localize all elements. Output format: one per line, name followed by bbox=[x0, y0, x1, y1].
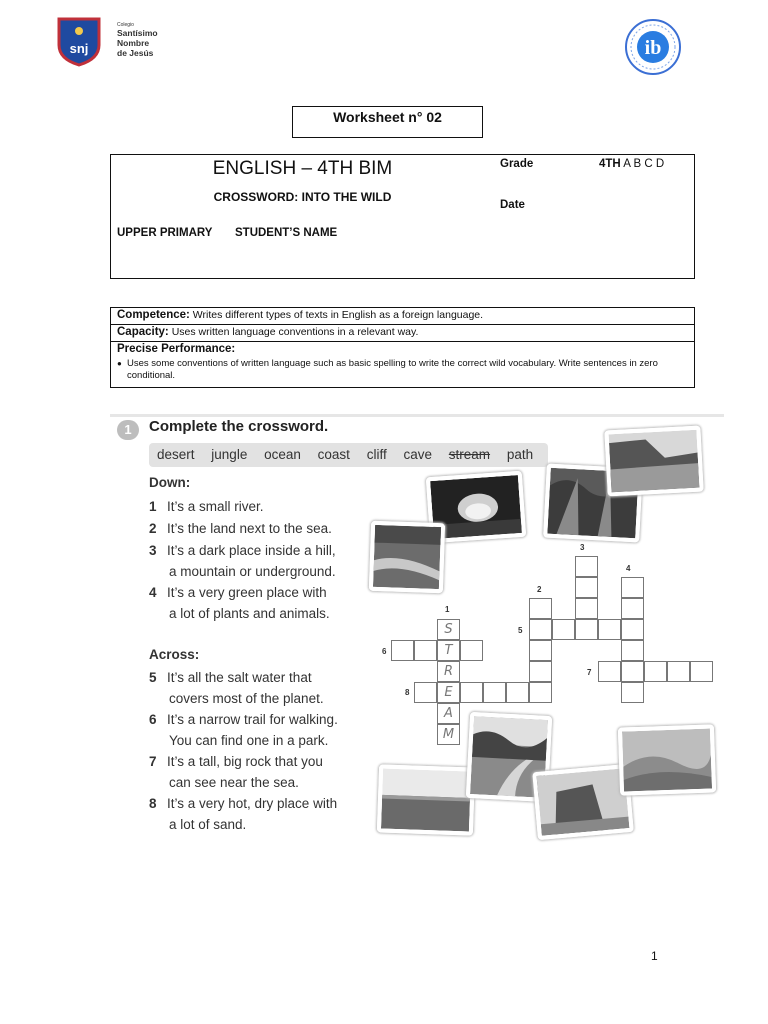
stream-photo bbox=[369, 521, 445, 594]
grade-level: 4TH bbox=[599, 158, 621, 170]
crossword-number: 8 bbox=[405, 688, 410, 697]
school-logo bbox=[55, 15, 103, 67]
word-item: path bbox=[506, 447, 534, 462]
grade-label: Grade bbox=[500, 158, 534, 170]
crossword-cell[interactable] bbox=[621, 619, 644, 640]
word-item: cave bbox=[403, 447, 433, 462]
crossword-cell[interactable] bbox=[529, 619, 552, 640]
crossword-cell-filled[interactable]: R bbox=[437, 661, 460, 682]
competence-row: Competence: Writes different types of texts in English as a foreign language. bbox=[111, 308, 694, 325]
info-table bbox=[110, 154, 695, 279]
crossword-cell[interactable] bbox=[690, 661, 713, 682]
school-name: Colegio Santísimo Nombre de Jesús bbox=[117, 22, 158, 58]
crossword-cell[interactable] bbox=[575, 619, 598, 640]
word-bank bbox=[149, 443, 548, 467]
crossword-cell[interactable] bbox=[529, 661, 552, 682]
subject-title: ENGLISH – 4TH BIM bbox=[212, 158, 393, 179]
clue-across-8: 8 It’s a very hot, dry place with a lot of sand. bbox=[149, 796, 338, 832]
word-item: desert bbox=[157, 447, 195, 462]
clue-down-3: 3 It’s a dark place inside a hill, a mountain or underground. bbox=[149, 543, 336, 579]
crossword-number: 2 bbox=[537, 585, 542, 594]
crossword-cell-filled[interactable]: M bbox=[437, 724, 460, 745]
crossword-cell[interactable] bbox=[644, 661, 667, 682]
crossword-cell[interactable] bbox=[483, 682, 506, 703]
crossword-cell[interactable] bbox=[506, 682, 529, 703]
clue-down-1: 1 It’s a small river. bbox=[149, 499, 264, 514]
topic-title: CROSSWORD: INTO THE WILD bbox=[213, 190, 392, 204]
down-heading: Down: bbox=[149, 475, 191, 490]
student-name-field[interactable] bbox=[229, 225, 694, 279]
coast-photo bbox=[604, 426, 703, 497]
crossword-cell[interactable] bbox=[529, 640, 552, 661]
crossword-number: 1 bbox=[445, 605, 450, 614]
clue-down-2: 2 It’s the land next to the sea. bbox=[149, 521, 332, 536]
crossword-number: 3 bbox=[580, 543, 585, 552]
crossword-cell[interactable] bbox=[460, 682, 483, 703]
crossword-cell[interactable] bbox=[460, 640, 483, 661]
ib-logo bbox=[624, 18, 682, 76]
crossword-cell[interactable] bbox=[575, 598, 598, 619]
crossword-cell[interactable] bbox=[598, 661, 621, 682]
competence-table bbox=[110, 307, 695, 388]
exercise-number: 1 bbox=[117, 420, 139, 440]
word-item: jungle bbox=[211, 447, 248, 462]
crossword-cell[interactable] bbox=[621, 598, 644, 619]
word-item: cliff bbox=[366, 447, 387, 462]
crossword-cell[interactable] bbox=[391, 640, 414, 661]
svg-text:ib: ib bbox=[644, 37, 662, 59]
clue-down-4: 4 It’s a very green place with a lot of plants and animals. bbox=[149, 585, 330, 621]
ocean-photo bbox=[377, 764, 475, 835]
performance-row: Precise Performance: ● Uses some conventions of written language such as basic spelling to write the correct wild vocabulary. Write sentences in zero conditional. bbox=[111, 342, 694, 383]
crossword-cell[interactable] bbox=[598, 619, 621, 640]
logo-text: snj bbox=[69, 41, 89, 56]
exercise-title: Complete the crossword. bbox=[149, 418, 329, 435]
crossword-number: 6 bbox=[382, 647, 387, 656]
grade-sections: A B C D bbox=[623, 158, 665, 170]
crossword-cell[interactable] bbox=[529, 598, 552, 619]
level-label: UPPER PRIMARY bbox=[117, 227, 213, 239]
word-item-used: stream bbox=[448, 447, 491, 462]
performance-item: ● Uses some conventions of written language such as basic spelling to write the correct wild vocabulary. Write sentences in zero conditional. bbox=[117, 358, 688, 382]
word-item: ocean bbox=[264, 447, 301, 462]
crossword-cell[interactable] bbox=[621, 682, 644, 703]
crossword-cell-filled[interactable]: S bbox=[437, 619, 460, 640]
page-number: 1 bbox=[651, 949, 658, 963]
across-heading: Across: bbox=[149, 647, 200, 662]
student-name-label: STUDENT’S NAME bbox=[235, 227, 338, 239]
grade-value bbox=[585, 155, 695, 185]
clue-across-5: 5 It’s all the salt water that covers most of the planet. bbox=[149, 670, 324, 706]
subject-cell bbox=[111, 155, 494, 225]
worksheet-title: Worksheet n° 02 bbox=[292, 106, 483, 138]
crossword-cell[interactable] bbox=[621, 661, 644, 682]
capacity-row: Capacity: Uses written language conventions in a relevant way. bbox=[111, 325, 694, 342]
crossword-number: 4 bbox=[626, 564, 631, 573]
crossword-cell[interactable] bbox=[667, 661, 690, 682]
crossword-cell-filled[interactable]: E bbox=[437, 682, 460, 703]
crossword-cell[interactable] bbox=[529, 682, 552, 703]
crossword-cell[interactable] bbox=[552, 619, 575, 640]
clue-across-7: 7 It’s a tall, big rock that you can see near the sea. bbox=[149, 754, 323, 790]
crossword-cell[interactable] bbox=[621, 577, 644, 598]
crossword-number: 7 bbox=[587, 668, 592, 677]
crossword-cell[interactable] bbox=[414, 682, 437, 703]
date-label: Date bbox=[500, 199, 525, 211]
crossword-cell[interactable] bbox=[414, 640, 437, 661]
divider bbox=[110, 414, 724, 417]
desert-photo bbox=[618, 724, 716, 795]
clue-across-6: 6 It’s a narrow trail for walking. You can find one in a park. bbox=[149, 712, 338, 748]
crossword-cell[interactable] bbox=[621, 640, 644, 661]
crossword-cell[interactable] bbox=[575, 556, 598, 577]
crossword-number: 5 bbox=[518, 626, 523, 635]
crossword-cell[interactable] bbox=[575, 577, 598, 598]
word-item: coast bbox=[317, 447, 350, 462]
date-field[interactable] bbox=[585, 185, 695, 225]
crossword-cell-filled[interactable]: T bbox=[437, 640, 460, 661]
crossword-cell-filled[interactable]: A bbox=[437, 703, 460, 724]
